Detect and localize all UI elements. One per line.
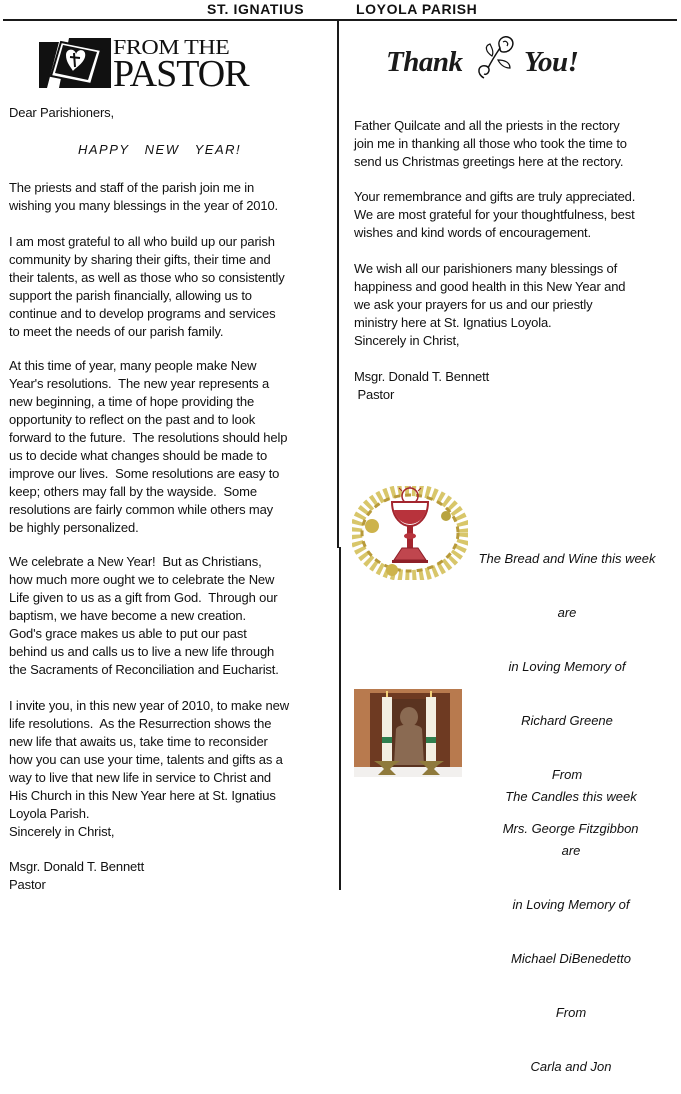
memorial-line: Carla and Jon bbox=[530, 1059, 612, 1074]
from-the-pastor-logo bbox=[39, 36, 279, 95]
memorial-line: The Candles this week bbox=[505, 789, 637, 804]
memorial-line: in Loving Memory of bbox=[512, 897, 630, 912]
rector-signature-title: Pastor bbox=[354, 387, 395, 402]
logo-line-pastor: PASTOR bbox=[113, 53, 249, 95]
paragraph-blessings: The priests and staff of the parish join me in wishing you many blessings in the year of 2010. bbox=[9, 180, 278, 213]
rose-icon bbox=[474, 34, 524, 84]
memorial-line: From bbox=[555, 1005, 587, 1020]
memorial-line: Mrs. George Fitzgibbon bbox=[495, 821, 639, 836]
paragraph-new-year-wishes: We wish all our parishioners many blessings of happiness and good health in this New Year and we ask your prayers for us and our priestly ministry here at St. Ignatius Loyola. Sincerely in Christ, bbox=[354, 261, 626, 348]
memorial-line: are bbox=[557, 605, 577, 620]
logo-text bbox=[113, 36, 249, 95]
memorial-line: in Loving Memory of bbox=[508, 659, 626, 674]
paragraph-resolutions: At this time of year, many people make New Year's resolutions. The new year represents a new beginning, a time of hope providing the opportunity to reflect on the past and to look forward to the future. The resolutions should help us to decide what changes should be made to improve our lives. Some resolutions are easy to keep; others may fall by the wayside. Some resolutions are fairly common while others may be highly personalized. bbox=[9, 358, 288, 535]
altar-candles-image bbox=[354, 689, 462, 777]
column-divider-lower bbox=[339, 547, 341, 890]
memorial-line: The Bread and Wine this week bbox=[478, 551, 656, 566]
memorial-line: From bbox=[551, 767, 583, 782]
masthead-left: ST. IGNATIUS bbox=[207, 1, 305, 17]
memorial-line: Richard Greene bbox=[521, 713, 613, 728]
you-word: You! bbox=[524, 46, 579, 78]
pastor-signature-title: Pastor bbox=[9, 877, 46, 892]
paragraph-christmas-greetings: Father Quilcate and all the priests in the rectory join me in thanking all those who took the time to send us Christmas greetings here at the rectory. bbox=[354, 118, 627, 169]
candles-memorial bbox=[466, 752, 676, 1094]
chalice-wreath-image bbox=[352, 486, 468, 580]
memorial-line: Michael DiBenedetto bbox=[511, 951, 631, 966]
paragraph-invite: I invite you, in this new year of 2010, to make new life resolutions. As the Resurrection shows the new life that awaits us, take time to reconsider how you can use your time, talents and gifts as a way to live that new life in service to Christ and His Church in this New Year here at St. Ignatius Loyola Parish. Sincerely in Christ, bbox=[9, 698, 289, 839]
greeting-happy-new-year: HAPPY NEW YEAR! bbox=[78, 142, 242, 157]
rector-signature-name: Msgr. Donald T. Bennett bbox=[354, 369, 490, 384]
thank-you-heading bbox=[384, 34, 604, 84]
logo-line-from-the: FROM THE bbox=[113, 36, 230, 60]
altar-candles-photo bbox=[354, 689, 462, 777]
chalice-wreath-icon bbox=[352, 486, 468, 580]
paragraph-appreciation: Your remembrance and gifts are truly appreciated. We are most grateful for your thoughtfulness, best wishes and kind words of encouragement. bbox=[354, 189, 636, 240]
masthead-right: LOYOLA PARISH bbox=[356, 1, 478, 17]
salutation: Dear Parishioners, bbox=[9, 105, 114, 120]
column-divider bbox=[337, 21, 339, 548]
masthead bbox=[0, 0, 681, 20]
memorial-line: are bbox=[561, 843, 581, 858]
thank-word: Thank bbox=[386, 46, 463, 78]
paragraph-celebrate: We celebrate a New Year! But as Christians, how much more ought we to celebrate the New Life given to us as a gift from God. Through our baptism, we have become a new creation. God's grace makes us able to put our past behind us and calls us to live a new life through the Sacraments of Reconciliation and Eucharist. bbox=[9, 554, 279, 677]
heart-cross-book-icon bbox=[39, 38, 111, 88]
paragraph-grateful: I am most grateful to all who build up our parish community by sharing their gifts, their time and their talents, as well as those who so consistently support the parish financially, allowing us to continue and to develop programs and services to meet the needs of our parish family. bbox=[9, 234, 285, 339]
pastor-signature-name: Msgr. Donald T. Bennett bbox=[9, 859, 145, 874]
header-rule bbox=[3, 19, 677, 21]
